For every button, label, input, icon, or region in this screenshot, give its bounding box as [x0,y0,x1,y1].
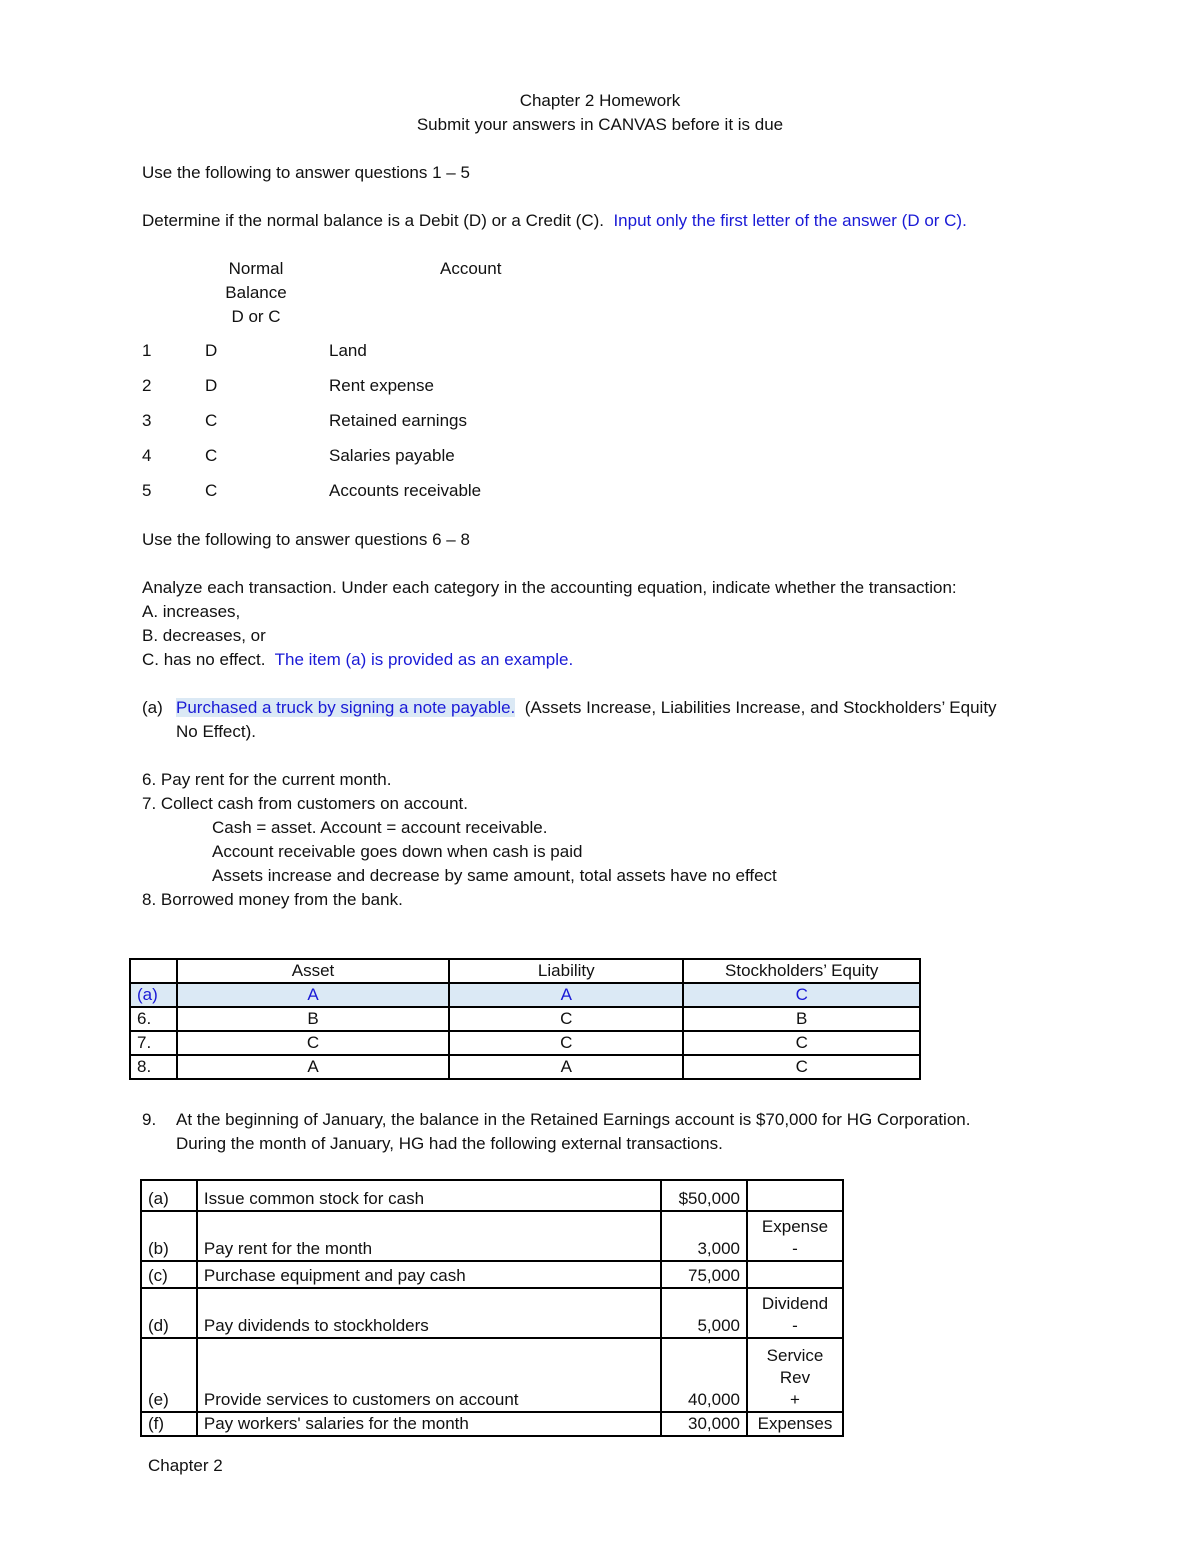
category-line: Expenses [757,1414,833,1433]
question-7: 7. Collect cash from customers on account. [142,794,468,813]
row-account: Rent expense [329,376,434,395]
part2-intro: Use the following to answer questions 6 – 8 [142,530,470,549]
table-row [141,1211,843,1261]
table-row [130,1007,920,1031]
row-category[interactable] [747,1261,843,1288]
option-c-text: C. has no effect. [142,650,266,669]
row-number: 5 [142,481,152,500]
row-amount: 3,000 [661,1211,747,1261]
col-header-account: Account [440,259,502,278]
page-title: Chapter 2 Homework [519,91,681,110]
question-8: 8. Borrowed money from the bank. [142,890,403,909]
col-balance-line2: Balance [225,283,287,302]
example-note: The item (a) is provided as an example. [274,650,574,669]
category-line: Expense [761,1217,829,1236]
category-line: Dividend [761,1294,829,1313]
row-label: 8. [130,1055,177,1079]
table-row [141,1180,843,1211]
row-answer[interactable]: D [205,341,218,360]
cell-liability[interactable]: C [449,1007,683,1031]
row-account: Retained earnings [329,411,467,430]
row-category[interactable] [747,1288,843,1338]
cell-liability[interactable]: A [449,1055,683,1079]
instruction-text: Determine if the normal balance is a Debit (D) or a Credit (C). [142,211,604,230]
table-row [141,1288,843,1338]
row-category[interactable] [747,1211,843,1261]
note-line-3: Assets increase and decrease by same amount, total assets have no effect [212,866,777,885]
row-account: Salaries payable [329,446,455,465]
row-description: Pay workers' salaries for the month [197,1412,661,1436]
row-label: (d) [141,1288,197,1338]
row-label: (e) [141,1338,197,1412]
category-line: Rev [779,1368,811,1387]
category-sign: - [792,1239,798,1258]
cell-liability[interactable]: C [449,1031,683,1055]
cell-asset[interactable]: C [177,1031,449,1055]
question-9-line2: During the month of January, HG had the following external transactions. [176,1134,723,1153]
cell-equity: C [683,983,920,1007]
row-answer[interactable]: D [205,376,218,395]
option-b: B. decreases, or [142,626,266,645]
row-description: Issue common stock for cash [197,1180,661,1211]
row-number: 2 [142,376,152,395]
page-footer: Chapter 2 [148,1456,223,1475]
question-9-number: 9. [142,1110,157,1129]
row-category[interactable] [747,1338,843,1412]
table-row [130,1031,920,1055]
row-category[interactable] [747,1412,843,1436]
transactions-table [140,1179,844,1437]
row-description: Pay dividends to stockholders [197,1288,661,1338]
row-description: Provide services to customers on account [197,1338,661,1412]
row-account: Land [329,341,367,360]
note-line-2: Account receivable goes down when cash is paid [212,842,583,861]
row-label: 6. [130,1007,177,1031]
col-header-balance [206,257,306,329]
question-6: 6. Pay rent for the current month. [142,770,392,789]
example-rest: (Assets Increase, Liabilities Increase, and Stockholders’ Equity [524,698,997,717]
row-amount: 75,000 [661,1261,747,1288]
table-row [141,1338,843,1412]
category-sign: + [790,1390,800,1409]
row-amount: 5,000 [661,1288,747,1338]
row-number: 3 [142,411,152,430]
cell-asset[interactable]: B [177,1007,449,1031]
table-row [141,1261,843,1288]
header-asset: Asset [177,959,449,983]
example-highlight: Purchased a truck by signing a note payable. [176,698,516,717]
part2-analyze: Analyze each transaction. Under each category in the accounting equation, indicate whether the transaction: [142,578,957,597]
row-label: (a) [141,1180,197,1211]
row-amount: 40,000 [661,1338,747,1412]
row-description: Purchase equipment and pay cash [197,1261,661,1288]
row-amount: $50,000 [661,1180,747,1211]
row-answer[interactable]: C [205,446,218,465]
instruction-blue: Input only the first letter of the answer (D or C). [613,211,967,230]
row-label: (b) [141,1211,197,1261]
question-9-line1: At the beginning of January, the balance in the Retained Earnings account is $70,000 for HG Corporation. [176,1110,971,1129]
row-label: 7. [130,1031,177,1055]
cell-asset: A [177,983,449,1007]
category-line: Service [766,1346,824,1365]
table-row [141,1412,843,1436]
row-label: (f) [141,1412,197,1436]
row-description: Pay rent for the month [197,1211,661,1261]
part1-intro: Use the following to answer questions 1 – 5 [142,163,470,182]
cell-liability: A [449,983,683,1007]
row-label: (a) [130,983,177,1007]
cell-equity[interactable]: C [683,1031,920,1055]
row-account: Accounts receivable [329,481,482,500]
table-row-example [130,983,920,1007]
option-a: A. increases, [142,602,241,621]
row-category[interactable] [747,1180,843,1211]
cell-equity[interactable]: B [683,1007,920,1031]
example-rest-2: No Effect). [176,722,256,741]
col-balance-line3: D or C [231,307,281,326]
equation-table [129,958,921,1080]
header-liability: Liability [449,959,683,983]
table-header-row [130,959,920,983]
category-sign: - [792,1316,798,1335]
row-number: 1 [142,341,152,360]
header-equity: Stockholders’ Equity [683,959,920,983]
option-c [142,648,573,672]
row-number: 4 [142,446,152,465]
row-label: (c) [141,1261,197,1288]
header-cell [130,959,177,983]
cell-asset[interactable]: A [177,1055,449,1079]
col-balance-line1: Normal [228,259,284,278]
note-line-1: Cash = asset. Account = account receivable. [212,818,548,837]
row-amount: 30,000 [661,1412,747,1436]
cell-equity[interactable]: C [683,1055,920,1079]
table-row [130,1055,920,1079]
part1-instruction [142,209,967,233]
row-answer[interactable]: C [205,411,218,430]
page-subtitle: Submit your answers in CANVAS before it is due [416,115,784,134]
example-item [176,696,997,720]
example-label: (a) [142,698,163,717]
row-answer[interactable]: C [205,481,218,500]
